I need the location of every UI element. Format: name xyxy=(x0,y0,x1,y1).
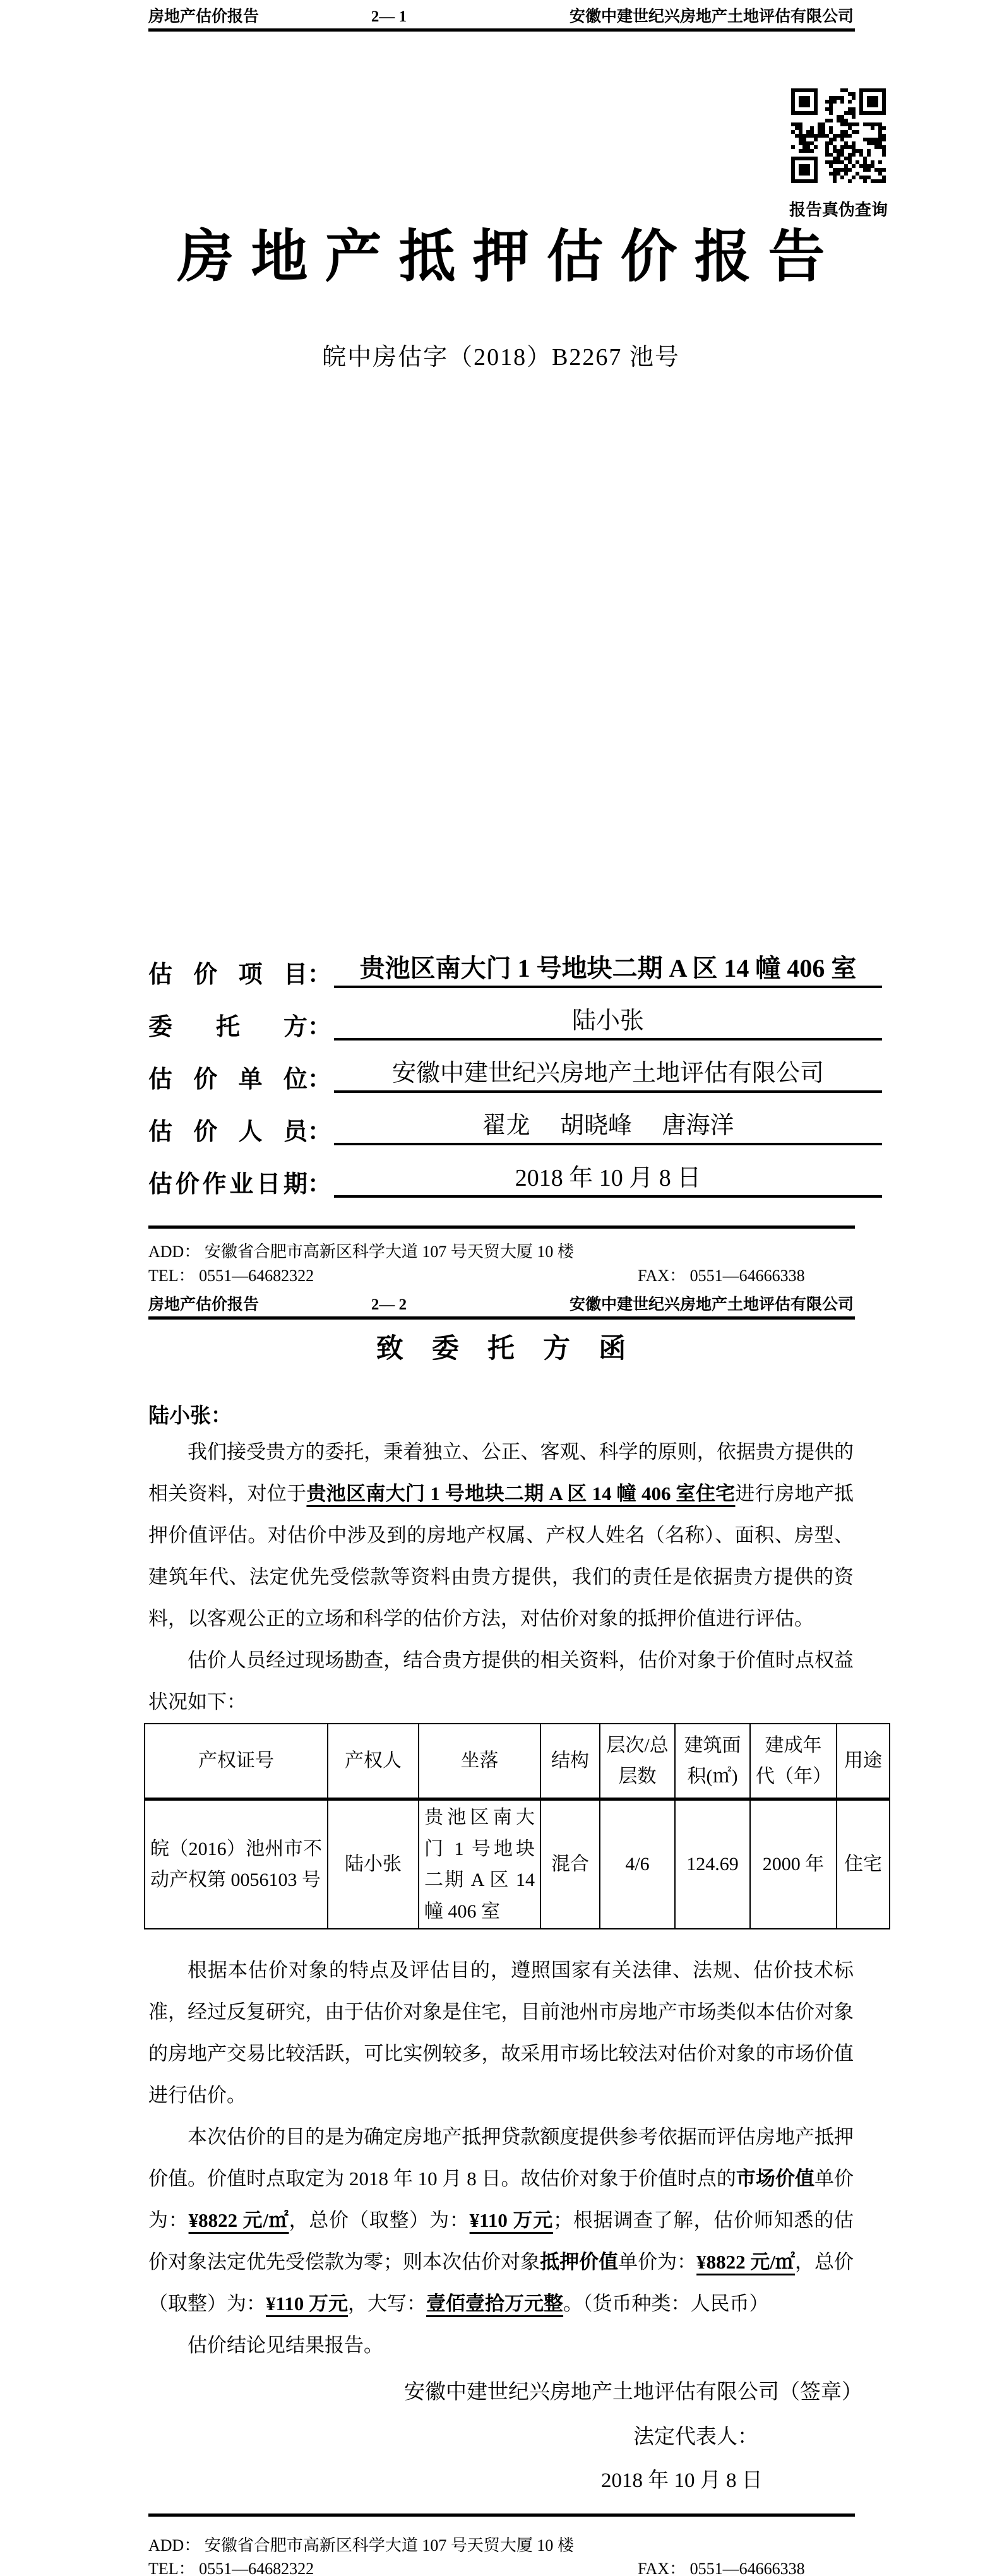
page-header xyxy=(148,1296,854,1315)
table-header-cell: 层次/总层数 xyxy=(600,1724,675,1799)
table-header-row xyxy=(145,1724,890,1799)
field-label: 估价项目 xyxy=(148,962,307,989)
report-title: 房地产抵押估价报告 xyxy=(177,226,842,289)
header-page-number: 2— 1 xyxy=(371,8,407,25)
header-rule xyxy=(148,1316,855,1320)
field-value: 陆小张 xyxy=(334,1007,882,1041)
body-text: 本次估价的目的是为确定房地产抵押贷款额度提供参考依据而评估房地产抵押价值。价值时点取定为 2018 年 10 月 8 日。故估价对象于价值时点的 xyxy=(148,2126,854,2190)
field-colon: ： xyxy=(307,1119,332,1146)
table-cell: 贵池区南大门 1 号地块二期 A 区 14 幢 406 室 xyxy=(419,1799,540,1929)
table-header-cell: 产权证号 xyxy=(145,1724,328,1799)
emphasized-text: ¥8822 元/㎡ xyxy=(188,2209,289,2231)
table-header-cell: 坐落 xyxy=(419,1724,540,1799)
report-number: 皖中房估字（2018）B2267 池号 xyxy=(322,344,680,371)
letter-paragraph xyxy=(148,1950,854,2116)
field-row xyxy=(148,988,882,1041)
qr-code xyxy=(791,88,886,183)
letter-salutation: 陆小张： xyxy=(148,1405,232,1428)
emphasized-text: ¥8822 元/㎡ xyxy=(696,2251,795,2273)
table-cell: 住宅 xyxy=(837,1799,890,1929)
body-text: 单价为： xyxy=(618,2251,697,2273)
signature-company: 安徽中建世纪兴房地产土地评估有限公司（签章） xyxy=(404,2381,862,2404)
body-text: ，大写： xyxy=(348,2293,427,2315)
page-2-letter xyxy=(0,1288,1002,2576)
table-header-cell: 产权人 xyxy=(328,1724,419,1799)
table-row xyxy=(145,1799,890,1929)
emphasized-text: ¥110 万元 xyxy=(469,2209,554,2231)
field-row xyxy=(148,1041,882,1093)
qr-caption: 报告真伪查询 xyxy=(789,201,888,219)
field-label: 估价人员 xyxy=(148,1119,307,1146)
letter-title: 致委托方函 xyxy=(376,1334,655,1364)
letter-paragraph xyxy=(148,2325,854,2366)
body-text: 根据本估价对象的特点及评估目的，遵照国家有关法律、法规、估价技术标准，经过反复研究，由于估价对象是住宅，目前池州市房地产市场类似本估价对象的房地产交易比较活跃，可比实例较多，故采用市场比较法对估价对象的市场价值进行估价。 xyxy=(148,1959,854,2106)
table-header-cell: 建成年代（年） xyxy=(750,1724,837,1799)
body-text: 单价为： xyxy=(148,2168,854,2231)
footer-fax: FAX： 0551—64666338 xyxy=(638,2560,805,2576)
body-text: 我们接受贵方的委托，秉着独立、公正、客观、科学的原则，依据贵方提供的相关资料，对位于 xyxy=(148,1441,854,1505)
body-text: ；根据调查了解，估价师知悉的估价对象法定优先受偿款为零；则本次估价对象 xyxy=(148,2209,854,2273)
header-doc-type: 房地产估价报告 xyxy=(148,8,259,25)
emphasized-text: 市场价值 xyxy=(736,2168,814,2190)
footer-rule xyxy=(148,1225,855,1229)
emphasized-text: 抵押价值 xyxy=(540,2251,619,2273)
letter-paragraph xyxy=(148,2116,854,2325)
letter-body xyxy=(148,1431,882,2366)
body-text: ，总价（取整）为： xyxy=(148,2251,854,2315)
field-value: 2018 年 10 月 8 日 xyxy=(334,1164,882,1198)
letter-paragraphs-before-table xyxy=(148,1431,854,1723)
header-company-name: 安徽中建世纪兴房地产土地评估有限公司 xyxy=(569,8,854,25)
body-text: 。（货币种类：人民币） xyxy=(563,2293,769,2315)
footer-address: ADD： 安徽省合肥市高新区科学大道 107 号天贸大厦 10 楼 xyxy=(148,2536,574,2555)
field-row xyxy=(148,936,882,988)
letter-paragraphs-after-table xyxy=(148,1950,854,2366)
header-company-name: 安徽中建世纪兴房地产土地评估有限公司 xyxy=(569,1296,854,1313)
footer-contact-row xyxy=(148,1263,855,1286)
table-cell: 混合 xyxy=(540,1799,600,1929)
field-label: 估价作业日期 xyxy=(148,1171,307,1198)
footer-contact-row xyxy=(148,2556,855,2576)
footer-tel: TEL： 0551—64682322 xyxy=(148,2560,314,2576)
table-header-cell: 用途 xyxy=(837,1724,890,1799)
footer-fax: FAX： 0551—64666338 xyxy=(638,1267,805,1285)
emphasized-text: ¥110 万元 xyxy=(266,2293,349,2315)
cover-fields xyxy=(148,936,882,1198)
footer-address: ADD： 安徽省合肥市高新区科学大道 107 号天贸大厦 10 楼 xyxy=(148,1243,574,1261)
letter-paragraph xyxy=(148,1640,854,1723)
footer-rule xyxy=(148,2513,855,2517)
header-doc-type: 房地产估价报告 xyxy=(148,1296,259,1313)
letter-paragraph xyxy=(148,1431,854,1640)
field-row xyxy=(148,1093,882,1145)
field-value: 安徽中建世纪兴房地产土地评估有限公司 xyxy=(334,1059,882,1093)
emphasized-text: 贵池区南大门 1 号地块二期 A 区 14 幢 406 室住宅 xyxy=(306,1482,736,1505)
field-value: 翟龙 胡晓峰 唐海洋 xyxy=(334,1112,882,1145)
table-cell: 2000 年 xyxy=(750,1799,837,1929)
table-cell: 皖（2016）池州市不动产权第 0056103 号 xyxy=(145,1799,328,1929)
table-header-cell: 结构 xyxy=(540,1724,600,1799)
signature-date: 2018 年 10 月 8 日 xyxy=(601,2469,763,2492)
field-colon: ： xyxy=(307,1014,332,1041)
table-header-cell: 建筑面积(㎡) xyxy=(675,1724,750,1799)
field-label: 估价单位 xyxy=(148,1066,307,1094)
body-text: ，总价（取整）为： xyxy=(289,2209,470,2231)
table-cell: 4/6 xyxy=(600,1799,675,1929)
field-colon: ： xyxy=(307,1066,332,1094)
field-row xyxy=(148,1145,882,1198)
field-colon: ： xyxy=(307,962,332,989)
appraisal-property-table xyxy=(144,1723,890,1929)
field-colon: ： xyxy=(307,1171,332,1198)
body-text: 估价人员经过现场勘查，结合贵方提供的相关资料，估价对象于价值时点权益状况如下： xyxy=(148,1649,854,1713)
header-page-number: 2— 2 xyxy=(371,1296,407,1313)
field-value: 贵池区南大门 1 号地块二期 A 区 14 幢 406 室 xyxy=(334,953,882,988)
footer-tel: TEL： 0551—64682322 xyxy=(148,1267,314,1285)
table-cell: 124.69 xyxy=(675,1799,750,1929)
emphasized-text: 壹佰壹拾万元整 xyxy=(426,2293,564,2315)
signature-legal-rep: 法定代表人： xyxy=(633,2426,758,2448)
table-cell: 陆小张 xyxy=(328,1799,419,1929)
body-text: 估价结论见结果报告。 xyxy=(188,2334,383,2356)
page-header xyxy=(148,8,854,27)
header-rule xyxy=(148,28,855,32)
field-label: 委托方 xyxy=(148,1014,307,1041)
body-text: 进行房地产抵押价值评估。对估价中涉及到的房地产权属、产权人姓名（名称）、面积、房型、建筑年代、法定优先受偿款等资料由贵方提供，我们的责任是依据贵方提供的资料，以客观公正的立场和科学的估价方法，对估价对象的抵押价值进行评估。 xyxy=(148,1482,854,1630)
